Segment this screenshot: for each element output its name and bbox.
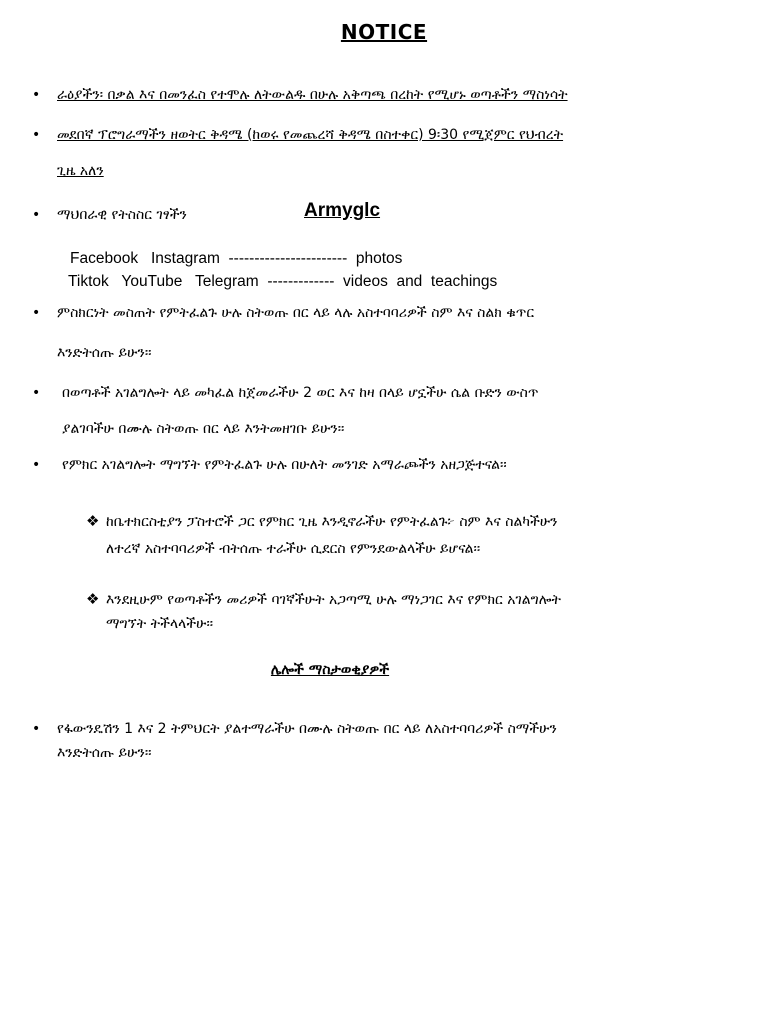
social-platforms-photos: Facebook Instagram ----------------------- photos <box>70 250 403 267</box>
testimony-line1: ምስክርነት መስጠት የምትፈልጉ ሁሉ ስትወጡ በር ላይ ላሉ አስተባባሪዎች ስም እና ስልክ ቁጥር <box>57 305 535 321</box>
pastor-counseling-line1: ከቤተክርስቲያን ፓስተሮች ጋር የምክር ጊዜ እንዲኖራችሁ የምትፈልጉ፦ ስም እና ስልካችሁን <box>106 514 558 530</box>
bullet-icon: • <box>32 87 41 103</box>
foundation-class-line1: የፋውንዴሽን 1 እና 2 ትምህርት ያልተማራችሁ በሙሉ ስትወጡ በር ላይ ለአስተባባሪዎች ስማችሁን <box>57 721 557 737</box>
notice-title: NOTICE <box>340 20 428 44</box>
foundation-class-line2: እንድትሰጡ ይሁን፡፡ <box>57 745 152 761</box>
cell-group-line2: ያልገባችሁ በሙሉ ስትወጡ በር ላይ እንትመዘገቡ ይሁን፡፡ <box>62 421 345 437</box>
brand-handle: Armyglc <box>304 200 381 221</box>
bullet-icon: • <box>32 457 41 473</box>
program-schedule-line1: መደበኛ ፕሮግራማችን ዘወትር ቅዳሜ (ከወሩ የመጨረሻ ቅዳሜ በስተቀር) 9፡30 የሚጀምር የህብረት <box>57 127 564 143</box>
bullet-icon: • <box>32 385 41 401</box>
program-schedule-line2: ጊዜ አለን <box>57 163 104 179</box>
bullet-icon: • <box>32 721 41 737</box>
bullet-icon: • <box>32 305 41 321</box>
pastor-counseling-line2: ለተረኛ አስተባባሪዎች ብትሰጡ ተራችሁ ሲደርስ የምንደውልላችሁ ይሆናል፡፡ <box>106 541 481 557</box>
bullet-icon: • <box>32 127 41 143</box>
leader-counseling-line1: እንደዚሁም የወጣቶችን መሪዎች ባገኛችሁት አጋጣሚ ሁሉ ማነጋገር እና የምክር አገልግሎት <box>106 592 561 608</box>
counseling-intro: የምክር አገልግሎት ማግኘት የምትፈልጉ ሁሉ በሁለት መንገድ አማራጮችን አዘጋጅተናል፡፡ <box>62 457 507 473</box>
diamond-bullet-icon: ❖ <box>86 512 100 530</box>
social-platforms-videos: Tiktok YouTube Telegram ------------- videos and teachings <box>68 273 498 290</box>
testimony-line2: እንድትሰጡ ይሁን፡፡ <box>57 345 152 361</box>
leader-counseling-line2: ማግኘት ትችላላችሁ፡፡ <box>106 616 214 632</box>
other-announcements-heading: ሌሎች ማስታወቂያዎች <box>270 662 390 678</box>
diamond-bullet-icon: ❖ <box>86 590 100 608</box>
vision-statement: ራዕያችን፡ በቃል እና በመንፈስ የተሞሉ ለትውልዱ በሁሉ አቅጣጫ በረከት የሚሆኑ ወጣቶችን ማስነሳት <box>57 87 568 103</box>
cell-group-line1: በወጣቶች አገልግሎት ላይ መካፈል ከጀመራችሁ 2 ወር እና ከዛ በላይ ሆኗችሁ ሴል ቡድን ውስጥ <box>62 385 539 401</box>
bullet-icon: • <box>32 207 41 223</box>
social-media-heading: ማህበራዊ የትስስር ገፃችን <box>57 207 187 223</box>
